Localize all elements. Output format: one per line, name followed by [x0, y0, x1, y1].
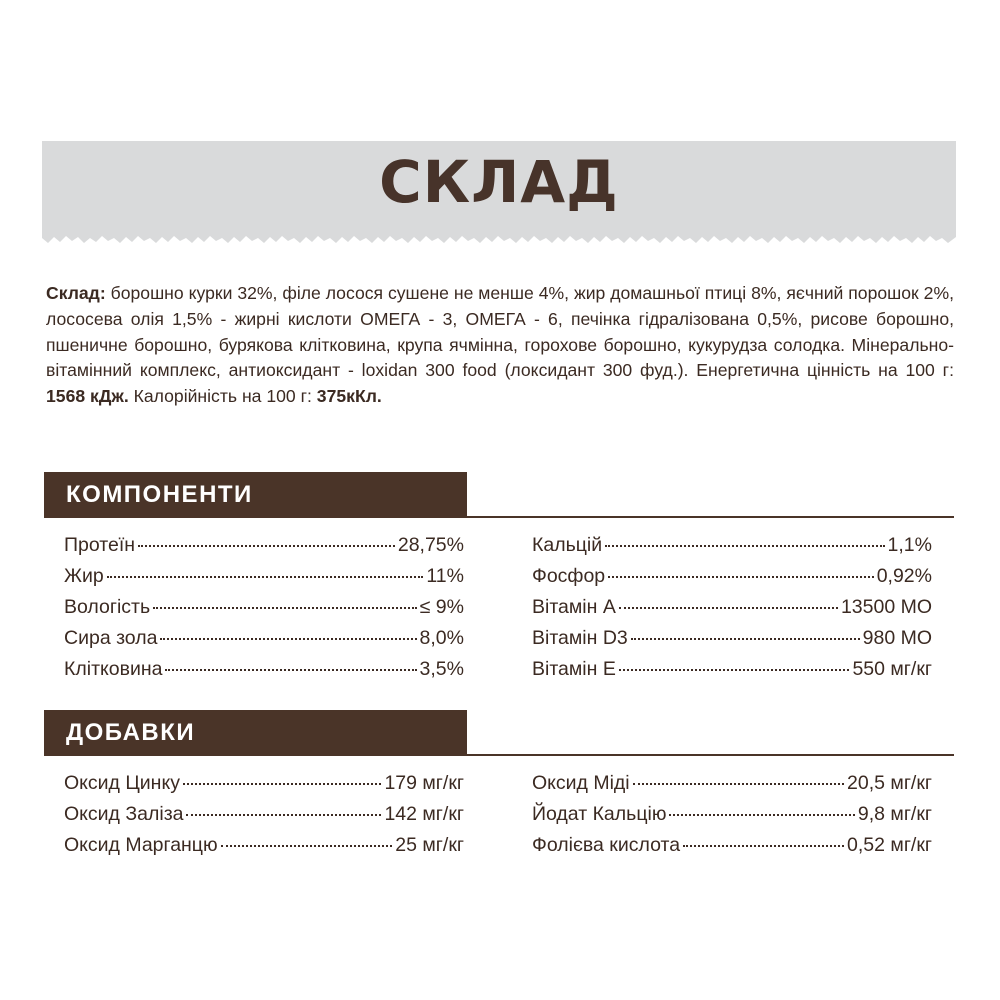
- additives-left-column: [64, 772, 464, 865]
- table-row: [64, 772, 464, 803]
- component-name: Фосфор: [532, 565, 606, 587]
- dotted-leader: [619, 669, 850, 671]
- table-row: [64, 565, 464, 596]
- additives-section-header: [44, 710, 954, 756]
- components-left-column: [64, 534, 464, 689]
- component-value: 13500 МО: [840, 596, 932, 618]
- additive-value: 179 мг/кг: [384, 772, 464, 794]
- dotted-leader: [160, 638, 416, 640]
- component-value: 550 мг/кг: [852, 658, 932, 680]
- component-value: 980 МО: [862, 627, 932, 649]
- components-section-header: [44, 472, 954, 518]
- table-row: [532, 627, 932, 658]
- table-row: [64, 803, 464, 834]
- composition-label: Склад:: [46, 283, 106, 303]
- table-row: [64, 834, 464, 865]
- torn-edge-decoration: [42, 232, 956, 244]
- table-row: [532, 772, 932, 803]
- dotted-leader: [608, 576, 874, 578]
- component-name: Кальцій: [532, 534, 603, 556]
- dotted-leader: [138, 545, 395, 547]
- component-value: 1,1%: [887, 534, 932, 556]
- table-row: [532, 596, 932, 627]
- dotted-leader: [183, 783, 382, 785]
- component-value: 28,75%: [397, 534, 464, 556]
- composition-body: борошно курки 32%, філе лосося сушене не менше 4%, жир домашньої птиці 8%, яєчний порошок 2%, лососева олія 1,5% - жирні кислоти ОМЕГА - 3, ОМЕГА - 6, печінка гідралізована 0,5%, рисове борошно, пшеничне борошно, бурякова клітковина, крупа ячмінна, горохове борошно, кукурудза солодка. Мінерально-вітамінний комплекс, антиоксидант - loxidan 300 food (локсидант 300 фуд.). Енергетична цінність на 100 г:: [46, 283, 954, 381]
- composition-text: [46, 281, 954, 410]
- additive-name: Оксид Марганцю: [64, 834, 218, 856]
- additive-value: 9,8 мг/кг: [857, 803, 932, 825]
- table-row: [532, 803, 932, 834]
- component-value: ≤ 9%: [419, 596, 464, 618]
- component-name: Жир: [64, 565, 104, 587]
- dotted-leader: [221, 845, 393, 847]
- component-value: 8,0%: [419, 627, 464, 649]
- table-row: [532, 565, 932, 596]
- dotted-leader: [165, 669, 416, 671]
- table-row: [64, 627, 464, 658]
- title-banner: [42, 141, 956, 236]
- component-name: Сира зола: [64, 627, 158, 649]
- additives-right-column: [532, 772, 932, 865]
- component-value: 3,5%: [419, 658, 464, 680]
- table-row: [64, 534, 464, 565]
- component-name: Вітамін D3: [532, 627, 628, 649]
- component-name: Протеїн: [64, 534, 136, 556]
- components-header-label: КОМПОНЕНТИ: [66, 481, 253, 508]
- component-name: Вологість: [64, 596, 151, 618]
- composition-calorie-label: Калорійність на 100 г:: [128, 386, 317, 407]
- dotted-leader: [683, 845, 844, 847]
- dotted-leader: [631, 638, 860, 640]
- page-title: СКЛАД: [379, 148, 619, 216]
- additive-name: Оксид Цинку: [64, 772, 180, 794]
- additive-name: Оксид Заліза: [64, 803, 184, 825]
- additives-header-label: ДОБАВКИ: [66, 719, 196, 746]
- table-row: [532, 658, 932, 689]
- additives-header-line: [467, 754, 954, 756]
- additive-name: Йодат Кальцію: [532, 803, 667, 825]
- components-header-line: [467, 516, 954, 518]
- component-name: Клітковина: [64, 658, 163, 680]
- table-row: [532, 534, 932, 565]
- components-right-column: [532, 534, 932, 689]
- additive-value: 0,52 мг/кг: [847, 834, 932, 856]
- component-value: 11%: [426, 565, 464, 587]
- additive-value: 142 мг/кг: [384, 803, 464, 825]
- dotted-leader: [186, 814, 381, 816]
- table-row: [64, 596, 464, 627]
- component-value: 0,92%: [876, 565, 932, 587]
- dotted-leader: [153, 607, 417, 609]
- additive-name: Фолієва кислота: [532, 834, 681, 856]
- dotted-leader: [107, 576, 424, 578]
- table-row: [64, 658, 464, 689]
- additive-value: 20,5 мг/кг: [847, 772, 932, 794]
- dotted-leader: [605, 545, 884, 547]
- component-name: Вітамін А: [532, 596, 616, 618]
- table-row: [532, 834, 932, 865]
- component-name: Вітамін Е: [532, 658, 616, 680]
- dotted-leader: [669, 814, 854, 816]
- energy-value: 1568 кДж.: [46, 386, 129, 407]
- additive-value: 25 мг/кг: [395, 834, 464, 856]
- calorie-value: 375кКл.: [316, 386, 382, 407]
- dotted-leader: [633, 783, 844, 785]
- additive-name: Оксид Міді: [532, 772, 630, 794]
- dotted-leader: [619, 607, 838, 609]
